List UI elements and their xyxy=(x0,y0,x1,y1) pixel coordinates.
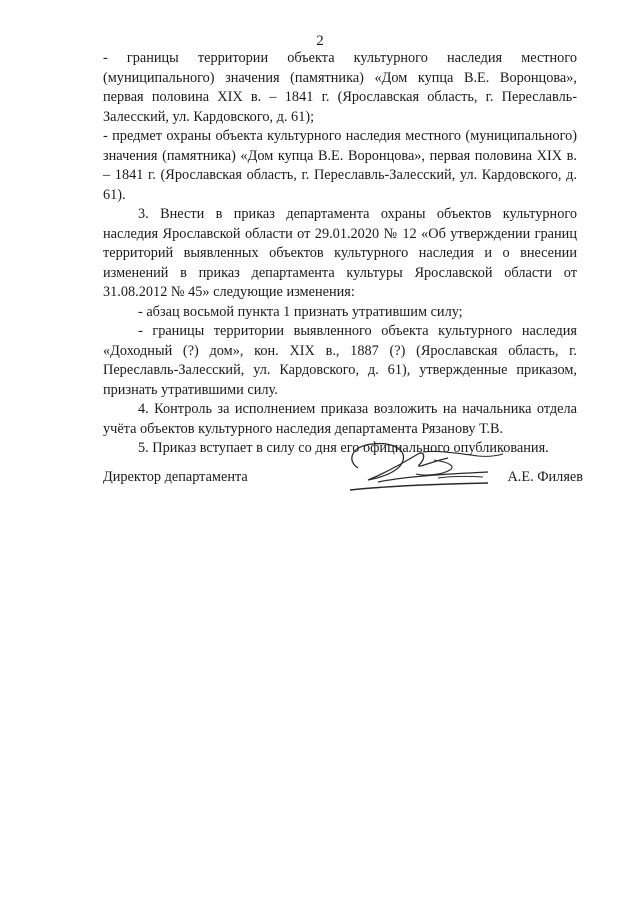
paragraph-invalidate-boundaries: - границы территории выявленного объекта культурного наследия «Доходный (?) дом», кон. XIX в., 1887 (?) (Ярославская область, г. Переславль-Залесский, ул. Кардовского, д. 61), утвержденные приказом, признать утратившими силу. xyxy=(103,323,577,398)
signatory-title: Директор департамента xyxy=(103,469,248,485)
paragraph-amendments: 3. Внести в приказ департамента охраны объектов культурного наследия Ярославской области от 29.01.2020 № 12 «Об утверждении границ территорий выявленных объектов культурного наследия и о внесении изменений в приказ департамента культуры Ярославской области от 31.08.2012 № 45» следующие изменения: xyxy=(103,206,577,300)
paragraph-boundaries: - границы территории объекта культурного наследия местного (муниципального) значения (памятника) «Дом купца В.Е. Воронцова», первая половина XIX в. – 1841 г. (Ярославская область, г. Переславль-Залесский, ул. Кардовского, д. 61); xyxy=(103,50,577,125)
paragraph-protection-subject: - предмет охраны объекта культурного наследия местного (муниципального) значения (памятника) «Дом купца В.Е. Воронцова», первая половина XIX в. – 1841 г. (Ярославская область, г. Переславль-Залесский, ул. Кардовского, д. 61). xyxy=(103,128,577,203)
signatory-name: А.Е. Филяев xyxy=(507,469,583,485)
handwritten-signature xyxy=(338,432,518,502)
paragraph-control: 4. Контроль за исполнением приказа возложить на начальника отдела учёта объектов культурного наследия департамента Рязанову Т.В. xyxy=(103,401,577,437)
document-body xyxy=(103,49,577,459)
paragraph-effective-date: 5. Приказ вступает в силу со дня его официального опубликования. xyxy=(138,440,549,456)
signature-block xyxy=(103,432,583,502)
page-number: 2 xyxy=(316,33,324,49)
paragraph-invalidate-clause: - абзац восьмой пункта 1 признать утратившим силу; xyxy=(138,303,463,320)
